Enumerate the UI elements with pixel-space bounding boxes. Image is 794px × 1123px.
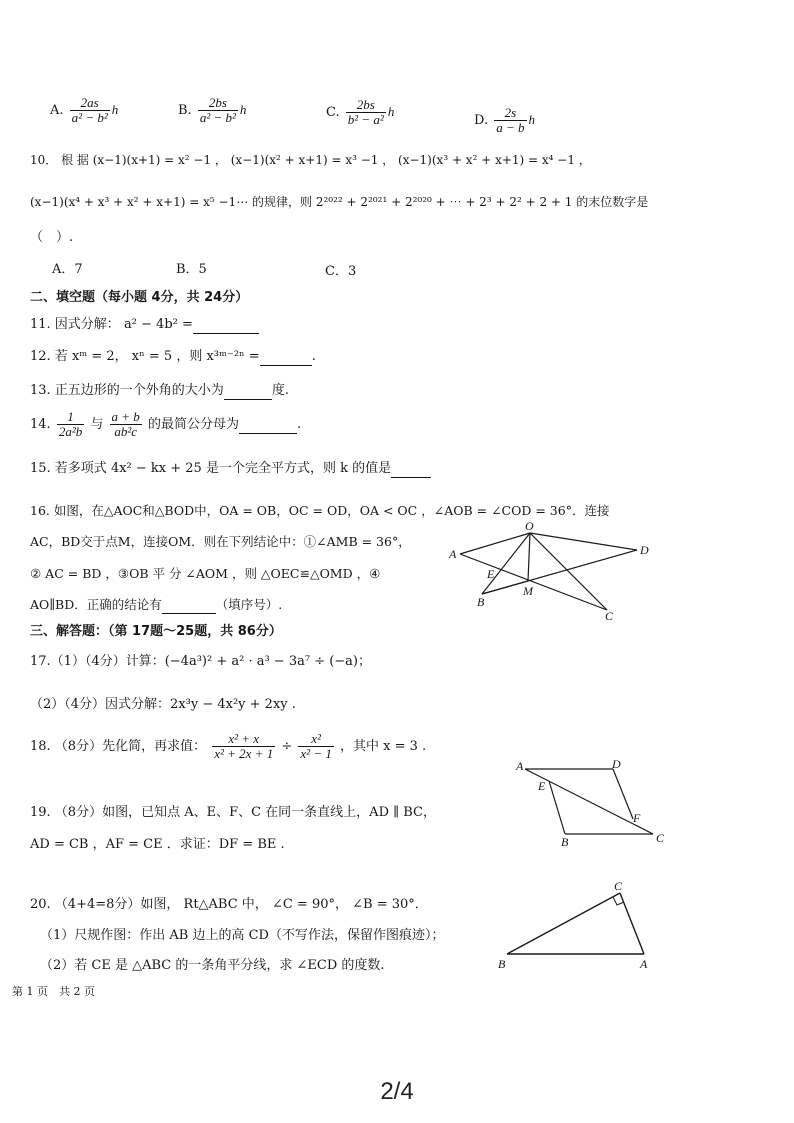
- denominator: ab²c: [114, 424, 137, 439]
- fraction: [298, 732, 333, 761]
- q16-line3: ② AC = BD ，③OB 平 分 ∠AOM ，则 △OEC≌△OMD ，④: [30, 566, 381, 581]
- label-D: D: [640, 543, 649, 557]
- numerator: a + b: [111, 409, 140, 424]
- fraction: [198, 96, 238, 125]
- tail: h: [239, 102, 247, 117]
- q11: [30, 317, 259, 334]
- answer-blank: [391, 461, 431, 478]
- q19-line1: 19. （8分）如图，已知点 A、E、F、C 在同一条直线上，AD ∥ BC，: [30, 805, 437, 820]
- label-F: F: [633, 811, 641, 825]
- q10-option-a: A．7: [52, 262, 83, 277]
- section-3-title: 三、解答题：（第 17题～25题，共 86分）: [30, 624, 282, 639]
- denominator: x² + 2x + 1: [214, 746, 274, 761]
- label-A: A: [640, 957, 648, 971]
- q17-part1: 17.（1）（4分）计算：(−4a³)² + a² · a³ − 3a⁷ ÷ (−a)；: [30, 654, 372, 669]
- answer-blank: [162, 597, 216, 614]
- q9-option-c: [326, 98, 394, 127]
- answer-blank: [193, 317, 259, 334]
- q16-line4: [30, 597, 282, 614]
- tail: h: [387, 104, 395, 119]
- label-C: C: [656, 831, 665, 845]
- numerator: 2s: [494, 106, 526, 121]
- segment-DF: [613, 769, 633, 819]
- q13: [30, 383, 289, 400]
- q15-text: 15. 若多项式 4x² − kx + 25 是一个完全平方式，则 k 的值是: [30, 461, 392, 476]
- numerator: x²: [298, 732, 333, 747]
- denominator: 2a²b: [58, 424, 83, 439]
- numerator: 2bs: [198, 96, 238, 111]
- q12: 12. 若 xᵐ = 2， xⁿ = 5 ，则 x³ᵐ⁻²ⁿ = .: [30, 349, 316, 364]
- q14: 14. $\frac{1}{\text{2a²b}}$ 与 $\frac{a + b}{\text{ab²c}}$ 的最简公分母为 .: [30, 409, 302, 439]
- label-B: B: [477, 595, 485, 609]
- answer-blank: [260, 349, 312, 366]
- q14-number: 14.: [30, 417, 51, 432]
- denominator: b² − a²: [347, 112, 384, 127]
- divide-sign: ÷: [281, 739, 293, 754]
- label-B: B: [498, 957, 506, 971]
- option-letter: B.: [178, 103, 192, 118]
- q15: [30, 461, 431, 478]
- numerator: x² + x: [212, 732, 275, 747]
- label-M: M: [523, 584, 533, 598]
- segment-OD: [530, 533, 637, 550]
- fraction: [346, 98, 386, 127]
- label-C: C: [614, 879, 623, 893]
- q20-line2: （1）尺规作图：作出 AB 边上的高 CD（不写作法，保留作图痕迹）；: [40, 928, 445, 943]
- fraction: [494, 106, 526, 135]
- segment-OA: [460, 533, 530, 554]
- q13-tail: 度.: [271, 383, 289, 398]
- q16-line4-tail: （填序号）.: [215, 597, 283, 612]
- q9-option-b: [178, 96, 246, 125]
- denominator: a² − b²: [71, 110, 108, 125]
- label-O: O: [525, 519, 534, 533]
- numerator: 2bs: [346, 98, 386, 113]
- segment-BM: [482, 581, 528, 594]
- q14-suffix: 的最简公分母为: [147, 417, 239, 432]
- q20-line3: （2）若 CE 是 △ABC 的一条角平分线，求 ∠ECD 的度数.: [40, 958, 385, 973]
- q9-option-a: [50, 96, 118, 125]
- fraction: [57, 410, 84, 439]
- q10-line3: （ ）.: [30, 230, 74, 245]
- answer-blank: [239, 417, 297, 434]
- q16-line4-text: AO∥BD．正确的结论有: [30, 597, 162, 612]
- q17-part2: （2）（4分）因式分解：2x³y − 4x²y + 2xy .: [30, 697, 296, 712]
- fraction: [70, 96, 110, 125]
- q12-text: 12. 若 xᵐ = 2， xⁿ = 5 ，则 x³ᵐ⁻²ⁿ =: [30, 349, 260, 364]
- denominator: a² − b²: [199, 110, 236, 125]
- section-2-title: 二、填空题（每小题 4分，共 24分）: [30, 290, 249, 305]
- label-A: A: [449, 547, 457, 561]
- q14-mid: 与: [90, 417, 104, 432]
- denominator: a − b: [496, 120, 525, 135]
- tail: h: [111, 102, 119, 117]
- q18: [30, 732, 426, 761]
- answer-blank: [224, 383, 272, 400]
- q10-option-c: C．3: [325, 264, 357, 279]
- q16-line2: AC，BD交于点M，连接OM．则在下列结论中：①∠AMB = 36°，: [30, 534, 411, 549]
- label-D: D: [612, 757, 621, 771]
- segment-BC: [507, 893, 620, 954]
- label-A: A: [516, 759, 524, 773]
- numerator: 2as: [70, 96, 110, 111]
- figure-q20: [494, 874, 664, 974]
- fraction: [212, 732, 275, 761]
- label-E: E: [538, 779, 546, 793]
- q11-text: 11. 因式分解： a² − 4b² =: [30, 317, 193, 332]
- page-number: 2/4: [380, 1078, 414, 1105]
- fraction: [110, 410, 142, 439]
- label-C: C: [605, 609, 614, 623]
- segment-OC: [530, 533, 607, 610]
- page-footer: 第 1 页 共 2 页: [12, 985, 95, 998]
- tail: h: [528, 112, 536, 127]
- label-B: B: [561, 835, 569, 849]
- figure-q19: [505, 754, 675, 849]
- figure-q16: [445, 518, 660, 623]
- q10-line1: 10． 根 据 (x−1)(x+1) = x² −1 ， (x−1)(x² + x+1) = x³ −1 ， (x−1)(x³ + x² + x+1) = x⁴ −1 ，: [30, 153, 591, 167]
- q20-line1: 20. （4+4=8分）如图， Rt△ABC 中， ∠C = 90°， ∠B = 30°．: [30, 897, 428, 912]
- q9-option-d: [474, 106, 535, 135]
- denominator: x² − 1: [300, 746, 332, 761]
- option-letter: C.: [326, 105, 340, 120]
- q16-line1: 16. 如图，在△AOC和△BOD中，OA = OB，OC = OD，OA < OC ，∠AOB = ∠COD = 36°．连接: [30, 503, 610, 518]
- q19-line2: AD = CB ，AF = CE ．求证：DF = BE .: [30, 837, 285, 852]
- segment-OM: [528, 533, 530, 581]
- q10-option-b: B．5: [176, 262, 207, 277]
- q13-text: 13. 正五边形的一个外角的大小为: [30, 383, 224, 398]
- q10-line2: (x−1)(x⁴ + x³ + x² + x+1) = x⁵ −1⋯ 的规律，则 2²⁰²² + 2²⁰²¹ + 2²⁰²⁰ + ⋯ + 2³ + 2² + 2 + 1 的末位数字是: [30, 195, 649, 209]
- numerator: 1: [57, 410, 84, 425]
- option-letter: A.: [50, 103, 64, 118]
- option-letter: D.: [474, 113, 489, 128]
- q18-prefix: 18. （8分）先化简，再求值：: [30, 739, 207, 754]
- segment-BE: [549, 781, 565, 834]
- q18-suffix: ，其中 x = 3 .: [339, 739, 427, 754]
- label-E: E: [487, 567, 495, 581]
